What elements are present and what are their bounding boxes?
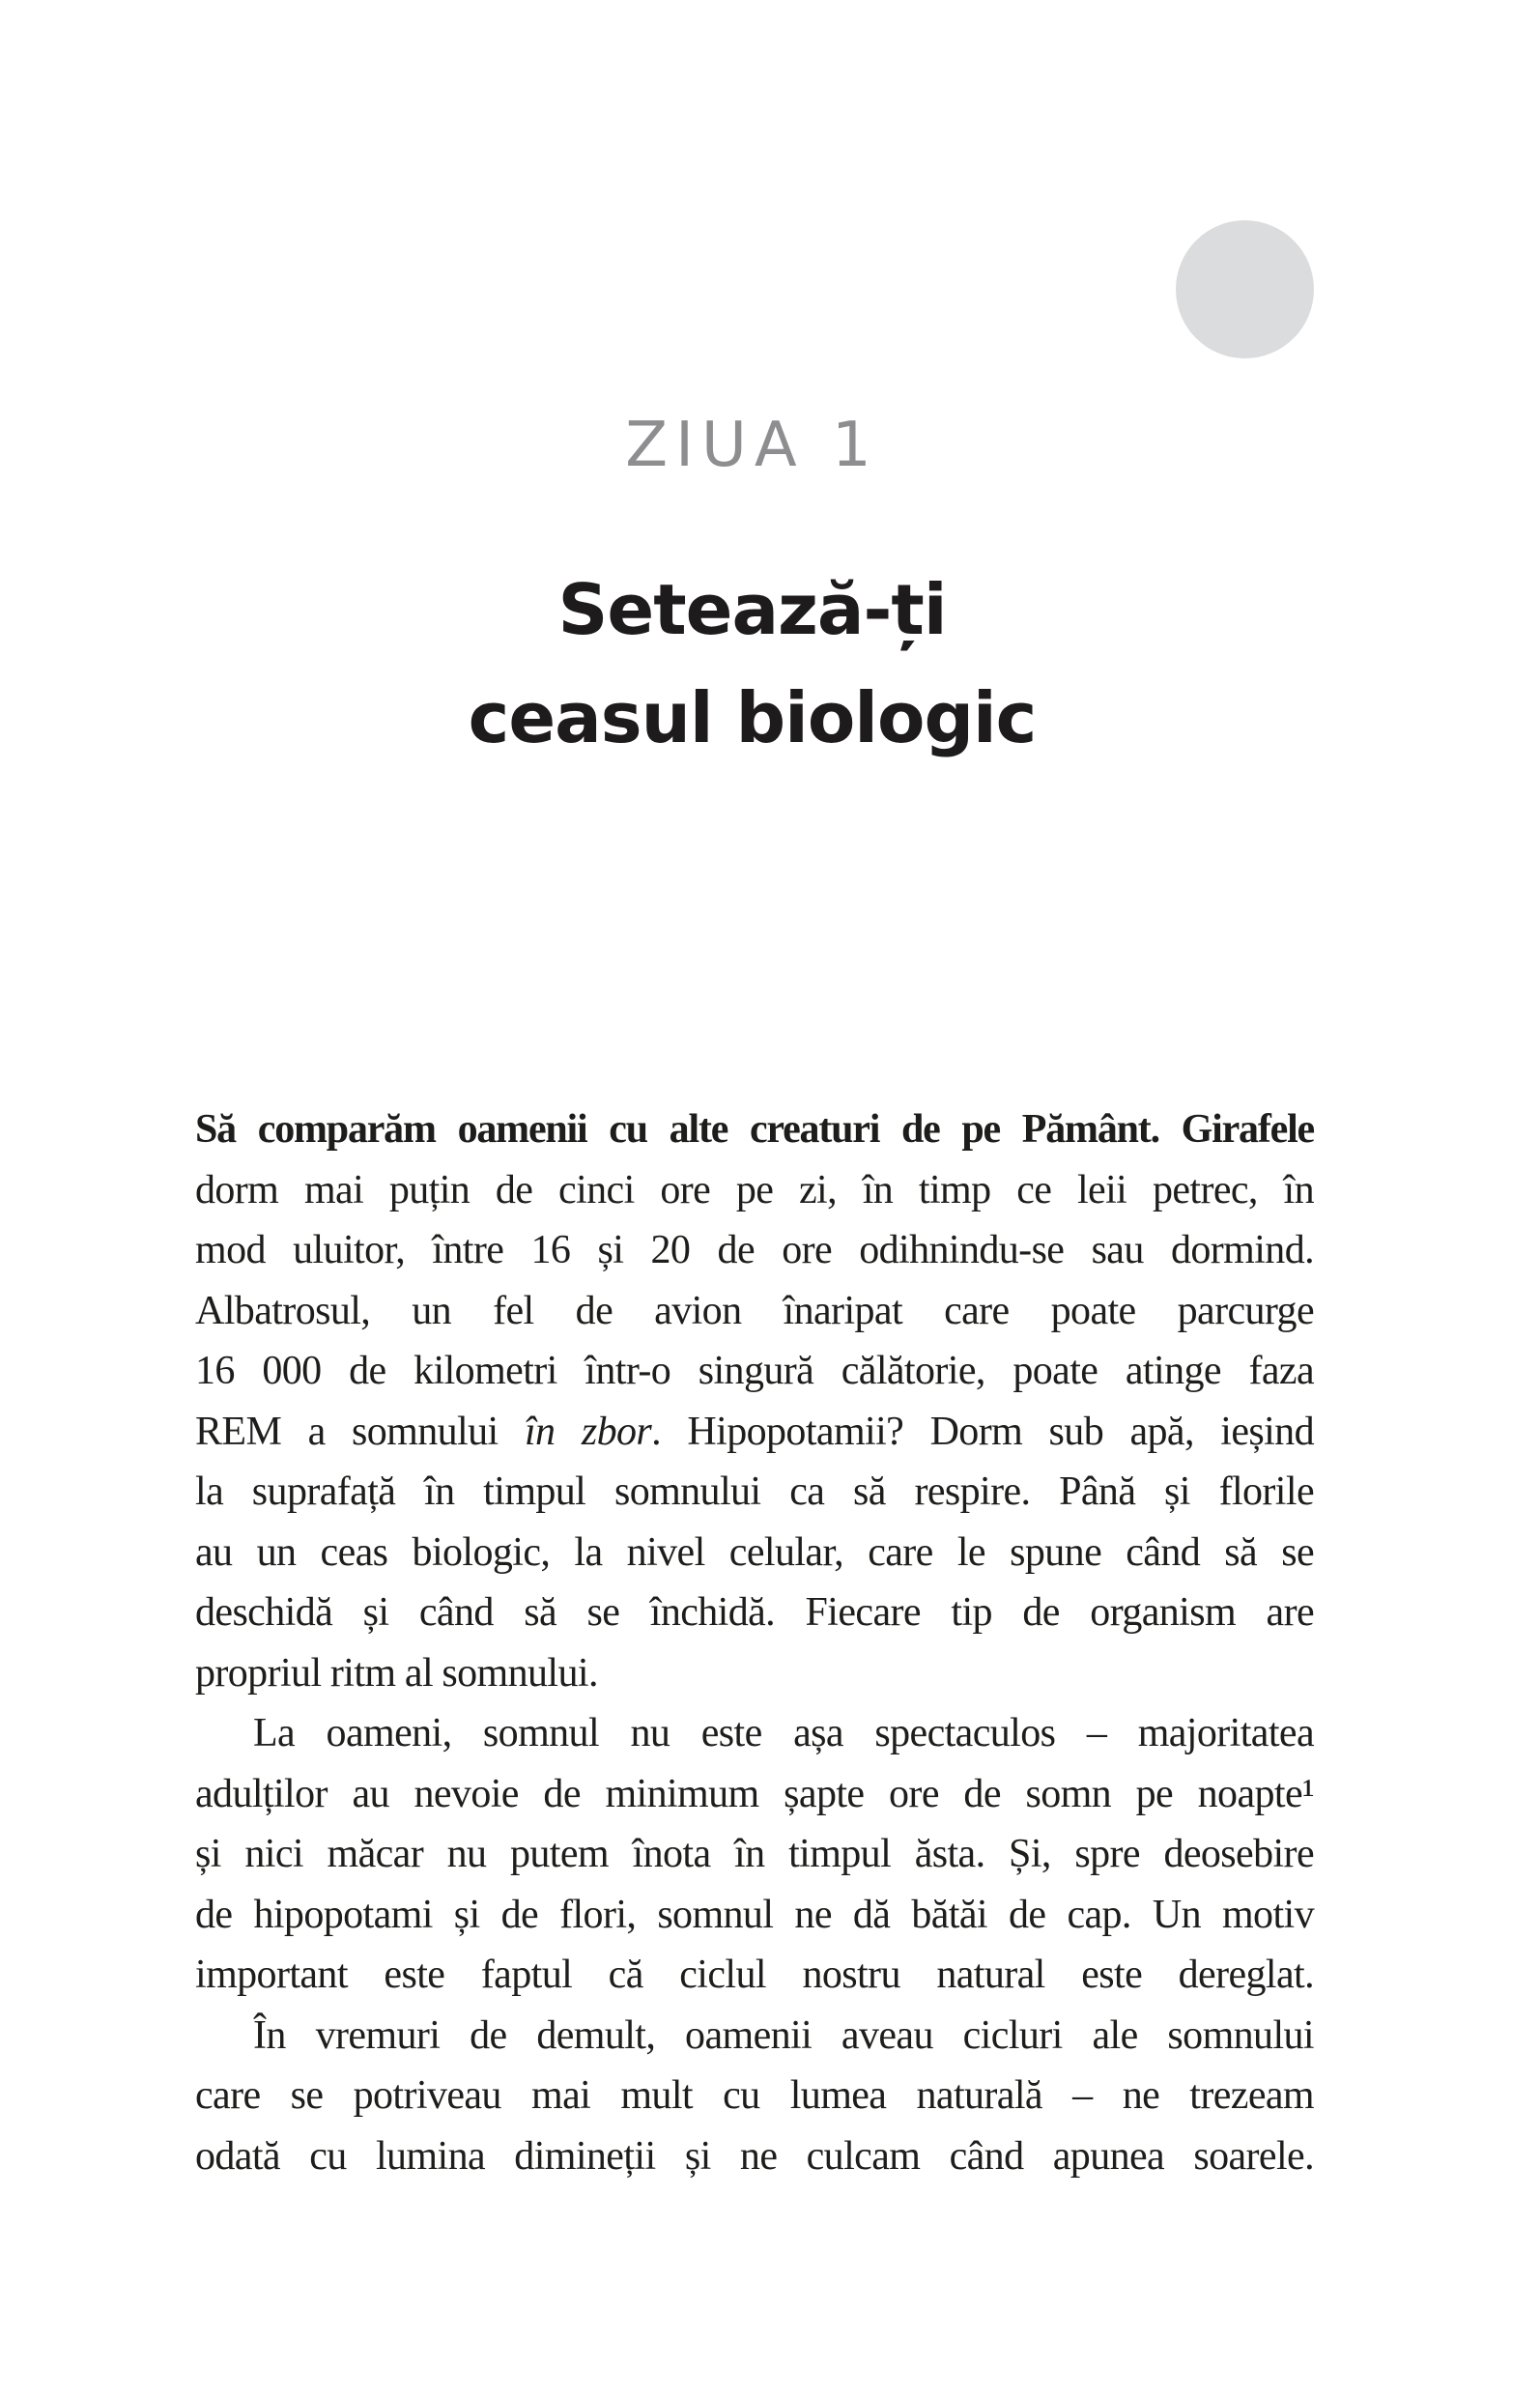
body-line: propriul ritm al somnului. <box>195 1650 598 1696</box>
body-line: care se potriveau mai mult cu lumea naturală – ne trezeam <box>195 2073 1314 2118</box>
body-text <box>195 1099 1314 2186</box>
body-line: 16 000 de kilometri într-o singură călătorie, poate atinge faza <box>195 1349 1314 1393</box>
chapter-title-line-1: Setează-ți <box>557 569 947 650</box>
body-line: Să comparăm oamenii cu alte creaturi de pe Pământ. Girafele <box>195 1107 1314 1152</box>
body-line: și nici măcar nu putem înota în timpul ăsta. Și, spre deosebire <box>195 1832 1314 1876</box>
body-line <box>195 1402 1314 1463</box>
body-line: odată cu lumina dimineții și ne culcam când apunea soarele. <box>195 2133 1314 2179</box>
body-line: au un ceas biologic, la nivel celular, care le spune când să se <box>195 1529 1314 1575</box>
body-line-segment-italic: în zbor <box>524 1409 652 1454</box>
body-line-segment: REM a somnului <box>195 1409 525 1454</box>
body-line: de hipopotami și de flori, somnul ne dă bătăi de cap. Un motiv <box>195 1892 1314 1937</box>
body-line: În vremuri de demult, oamenii aveau cicluri ale somnului <box>253 2012 1314 2058</box>
body-line: dorm mai puțin de cinci ore pe zi, în timp ce leii petrec, în <box>195 1167 1314 1212</box>
chapter-kicker: ZIUA 1 <box>625 410 879 481</box>
body-line: deschidă și când să se închidă. Fiecare tip de organism are <box>195 1590 1314 1635</box>
body-line: mod uluitor, între 16 și 20 de ore odihnindu-se sau dormind. <box>195 1228 1314 1272</box>
body-line: la suprafață în timpul somnului ca să respire. Până și florile <box>195 1469 1314 1514</box>
body-line-segment: . Hipopotamii? Dorm sub apă, ieșind <box>651 1409 1314 1454</box>
chapter-title <box>191 556 1313 772</box>
body-line: La oameni, somnul nu este așa spectaculos – majoritatea <box>253 1711 1314 1755</box>
body-line: important este faptul că ciclul nostru natural este dereglat. <box>195 1953 1314 1997</box>
chapter-title-line-2: ceasul biologic <box>468 677 1037 758</box>
decorative-circle <box>1176 220 1314 358</box>
body-line: Albatrosul, un fel de avion înaripat care poate parcurge <box>195 1288 1314 1333</box>
body-line: adulților au nevoie de minimum șapte ore de somn pe noapte¹ <box>195 1771 1314 1816</box>
